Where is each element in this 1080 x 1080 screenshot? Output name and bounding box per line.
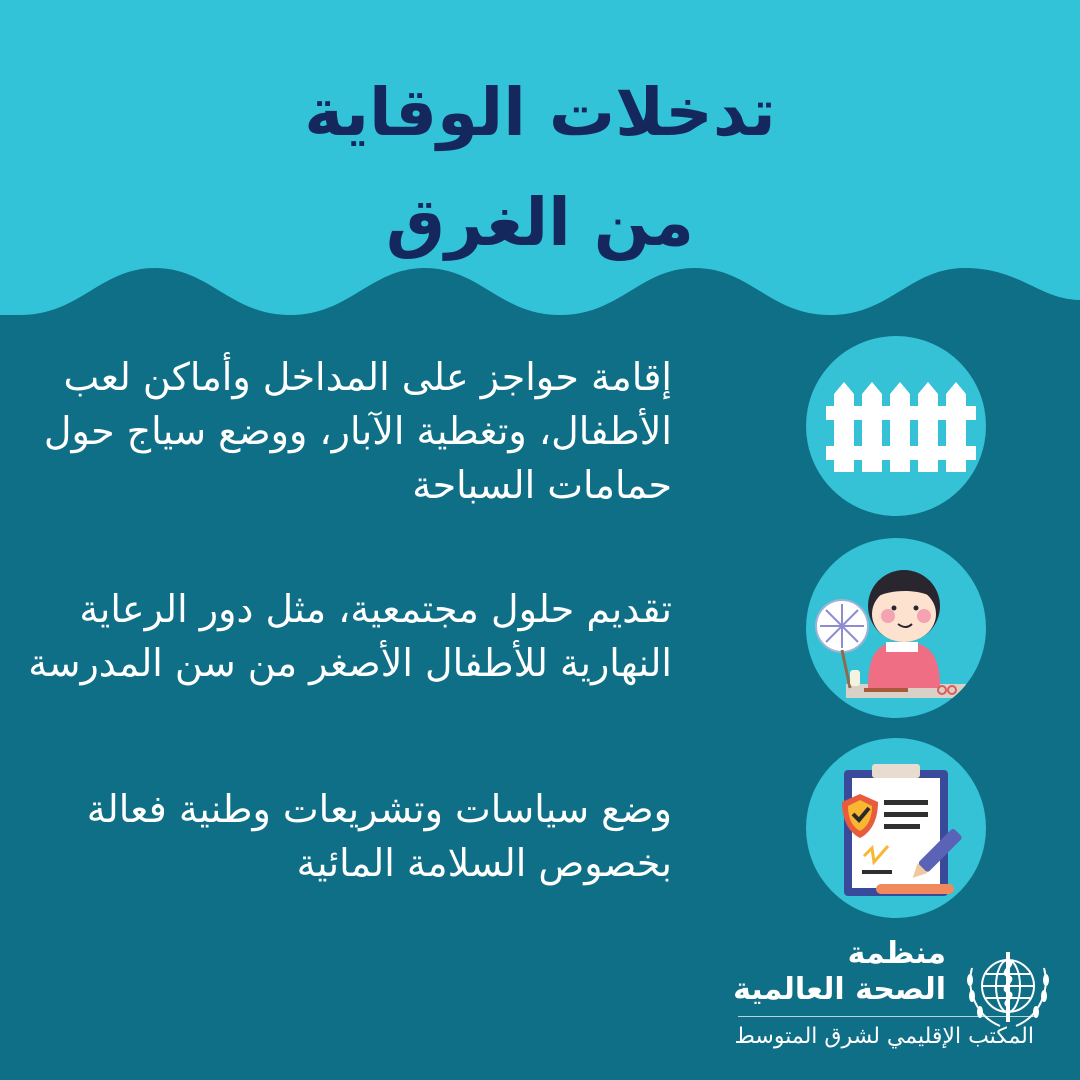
child-daycare-icon [806,538,986,718]
org-name [726,936,946,1008]
title-line-1: تدخلات الوقاية [304,74,776,151]
item-text: إقامة حواجز على المداخل وأماكن لعب الأطفال، وتغطية الآبار، ووضع سياج حول حمامات السباحة [43,355,672,507]
regional-office-label: المكتب الإقليمي لشرق المتوسط [734,1024,1034,1049]
title-line-2: من الغرق [386,184,694,261]
org-name-line-1: منظمة [847,936,946,971]
fence-icon [806,336,986,516]
list-item [43,336,990,526]
page-title [0,58,1080,278]
policy-clipboard-icon [806,738,986,918]
logo-divider [738,1016,1038,1017]
who-logo [733,930,1058,1060]
item-text: وضع سياسات وتشريعات وطنية فعالة بخصوص السلامة المائية [86,787,672,885]
item-text: تقديم حلول مجتمعية، مثل دور الرعاية النهارية للأطفال الأصغر من سن المدرسة [28,587,672,685]
org-name-line-2: الصحة العالمية [733,972,946,1007]
list-item [28,538,990,728]
list-item [86,738,990,928]
